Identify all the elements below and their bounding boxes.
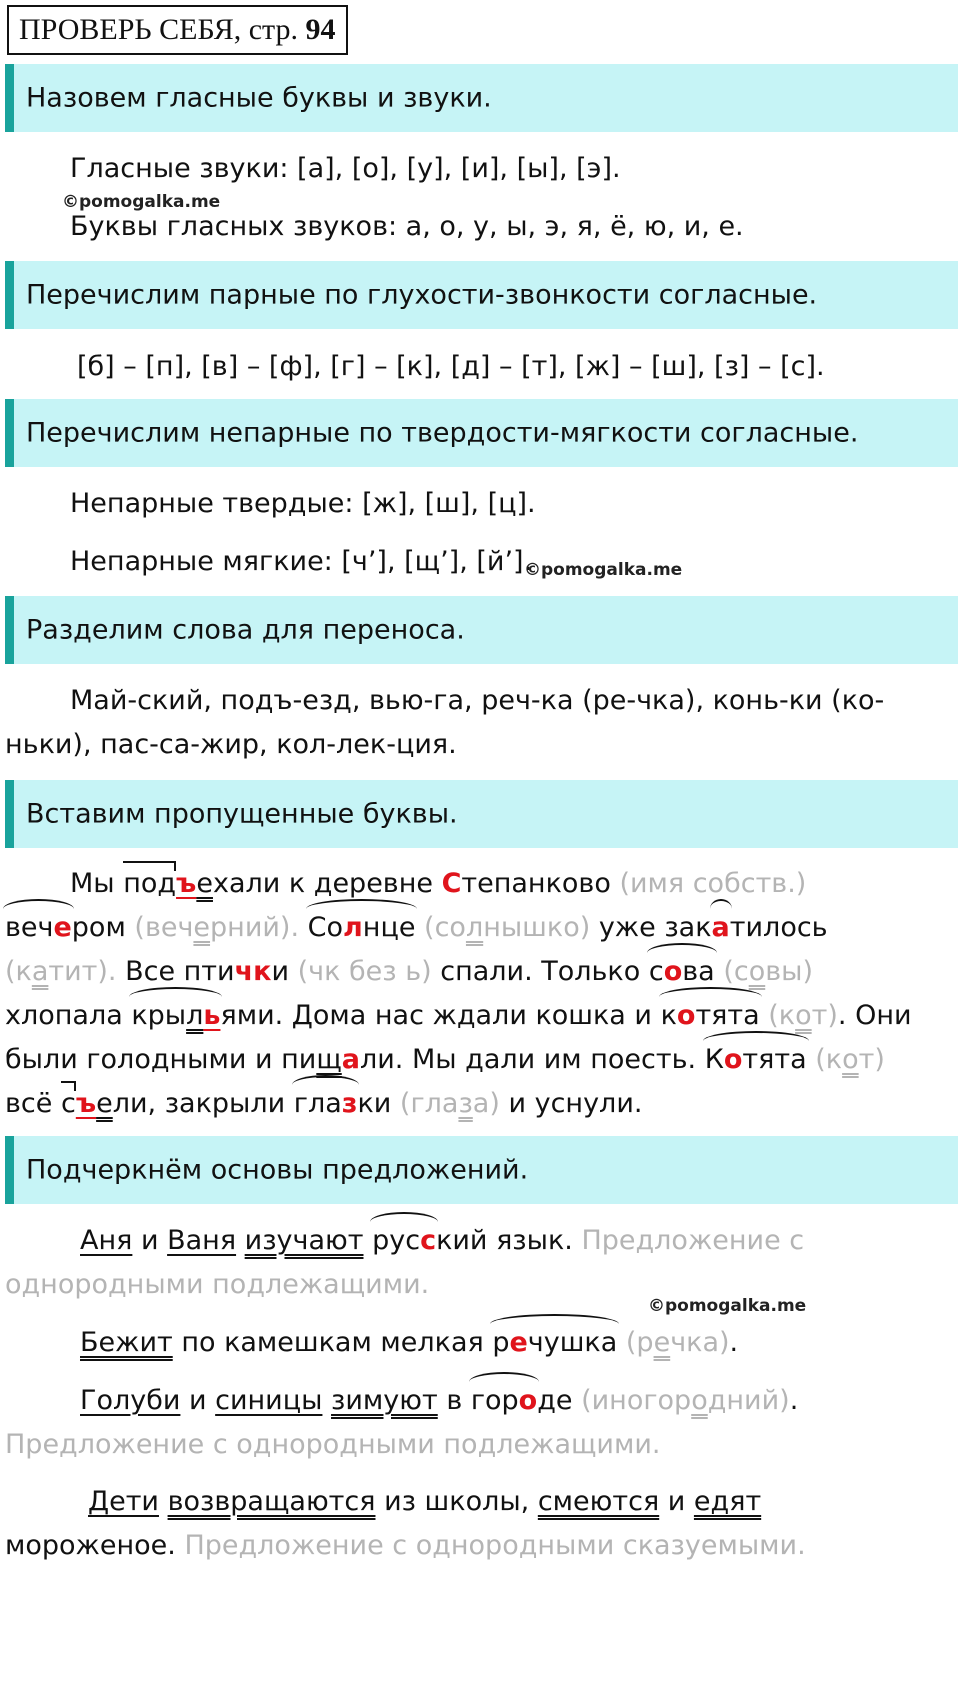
sentence-4-end: мороженое. Предложение с однородными сказуемыми. <box>5 1530 806 1561</box>
prefix-mark <box>123 867 176 901</box>
word: ли. Мы дали им поесть. <box>359 1044 705 1075</box>
word: и уснули. <box>499 1088 643 1119</box>
subject: Ваня <box>167 1225 237 1256</box>
text-line-1 <box>70 867 806 901</box>
word-part: ром <box>71 912 126 943</box>
explanation-note: (иногородний) <box>572 1385 790 1416</box>
prefix: под <box>123 868 177 899</box>
explanation-note: (совы) <box>714 956 813 987</box>
word-part: и <box>271 956 290 987</box>
word: Мы <box>70 868 124 899</box>
heading-text: ПРОВЕРЬ СЕБЯ, стр. <box>19 13 298 46</box>
double-underlined-letter: щ <box>316 1044 342 1075</box>
root-arc: котята <box>660 1000 760 1031</box>
explanation-note: (вечерний). <box>125 912 308 943</box>
root-arc: сова <box>648 956 715 987</box>
sentence-1-note: однородными подлежащими. <box>5 1269 430 1300</box>
sentence-4: Дети возвращаются из школы, смеются и едят <box>88 1486 762 1517</box>
root-arc: а <box>711 912 730 943</box>
word-part: ки <box>357 1088 392 1119</box>
inserted-letter: а <box>341 1044 360 1075</box>
heading-page-number: 94 <box>305 13 336 46</box>
prefix-mark: с <box>60 1088 76 1119</box>
hyphenation-line-2: ньки), пас-са-жир, кол-лек-ция. <box>5 729 457 760</box>
explanation-note: Предложение с однородными сказуемыми. <box>175 1530 806 1561</box>
inserted-letter: ъ <box>75 1088 97 1119</box>
explanation-note: (кот) <box>806 1044 885 1075</box>
inserted-letter: ъ <box>176 868 197 899</box>
root-arc <box>5 911 72 945</box>
inserted-letter: С <box>441 868 462 899</box>
word: спали. Только <box>440 956 649 987</box>
vowel-letters-line: Буквы гласных звуков: а, о, у, ы, э, я, ё, ю, и, е. <box>70 211 744 242</box>
paired-consonants-line: [б] – [п], [в] – [ф], [г] – [к], [д] – [т], [ж] – [ш], [з] – [с]. <box>77 351 825 382</box>
root-arc: речушка <box>492 1327 618 1358</box>
root-arc: глаз <box>293 1088 358 1119</box>
predicate: возвращаются <box>167 1486 376 1517</box>
word: хали к деревне <box>212 868 442 899</box>
explanation-note: (кот) <box>759 1000 838 1031</box>
predicate: изучают <box>244 1225 364 1256</box>
watermark: ©pomogalka.me <box>648 1296 807 1316</box>
word: . Они <box>837 1000 912 1031</box>
section-band-vowels <box>5 64 958 132</box>
inserted-letter: е <box>53 912 72 943</box>
word: всё <box>5 1088 61 1119</box>
predicate: зимуют <box>331 1385 438 1416</box>
section-title: Перечислим непарные по твердости-мягкости согласные. <box>26 417 859 449</box>
word: Все пти <box>125 956 235 987</box>
unpaired-hard-line: Непарные твердые: [ж], [ш], [ц]. <box>70 488 536 519</box>
inserted-letters: чк <box>234 956 272 987</box>
sentence-3: Голуби и синицы зимуют в городе (иногородний). <box>80 1385 799 1416</box>
subject <box>492 1327 617 1358</box>
section-title: Вставим пропущенные буквы. <box>26 798 458 830</box>
section-band-missing-letters <box>5 780 958 848</box>
explanation-note: (чк без ь) <box>289 956 441 987</box>
word-part: веч <box>5 912 54 943</box>
text-line-2 <box>5 911 828 945</box>
word: хлопала <box>5 1000 132 1031</box>
word-part: ями <box>220 1000 275 1031</box>
subject: Дети <box>88 1486 159 1517</box>
section-title: Назовем гласные буквы и звуки. <box>26 82 492 114</box>
text-line-3 <box>5 955 813 989</box>
subject: Аня <box>80 1225 133 1256</box>
predicate: смеются <box>537 1486 660 1517</box>
explanation-note: Предложение с <box>572 1225 805 1256</box>
section-title: Подчеркнём основы предложений. <box>26 1154 529 1186</box>
double-underlined-letter: е <box>196 868 213 899</box>
watermark: ©pomogalka.me <box>524 560 683 580</box>
sentence-2: Бежит по камешкам мелкая речушка (речка). <box>80 1327 739 1358</box>
explanation-note: (солнышко) <box>415 912 599 943</box>
root-arc: Котята <box>704 1044 807 1075</box>
section-band-sentence-bases <box>5 1136 958 1204</box>
page-heading <box>7 5 348 55</box>
section-title: Перечислим парные по глухости-звонкости согласные. <box>26 279 818 311</box>
word: . Дома нас ждали кошка и <box>274 1000 661 1031</box>
explanation-note: (имя собств.) <box>619 868 807 899</box>
root-arc: крыль <box>131 1000 221 1031</box>
section-band-unpaired <box>5 399 958 467</box>
text-line-5 <box>5 1043 885 1077</box>
word: были голодными и пи <box>5 1044 317 1075</box>
word: тепанково <box>461 868 620 899</box>
vowel-sounds-line: Гласные звуки: [а], [о], [у], [и], [ы], [э]. <box>70 153 621 184</box>
explanation-note: (глаза) <box>391 1088 500 1119</box>
hyphenation-line-1: Май-ский, подъ-езд, вью-га, реч-ка (ре-чка), конь-ки (ко- <box>70 685 885 716</box>
root-arc: горо <box>470 1385 538 1416</box>
explanation-note: (речка) <box>617 1327 730 1358</box>
word-part: тилось <box>729 912 828 943</box>
sentence-1: Аня и Ваня изучают русский язык. Предложение с <box>80 1225 805 1256</box>
section-band-hyphenation <box>5 596 958 664</box>
root-arc: русс <box>372 1225 437 1256</box>
text-line-6 <box>5 1087 642 1121</box>
word: ли, закрыли <box>112 1088 294 1119</box>
text-line-4 <box>5 999 912 1033</box>
section-band-paired <box>5 261 958 329</box>
subject: Голуби <box>80 1385 181 1416</box>
unpaired-soft-line: Непарные мягкие: [ч’], [щ’], [й’]. <box>70 546 533 577</box>
double-underlined-letter: е <box>96 1088 113 1119</box>
root-arc: Солнце <box>307 912 416 943</box>
sentence-3-note: Предложение с однородными подлежащими. <box>5 1429 661 1460</box>
section-title: Разделим слова для переноса. <box>26 614 465 646</box>
explanation-note: (катит). <box>5 956 126 987</box>
predicate: едят <box>693 1486 762 1517</box>
watermark: ©pomogalka.me <box>62 192 221 212</box>
predicate: Бежит <box>80 1327 173 1358</box>
subject: синицы <box>215 1385 323 1416</box>
word: уже зак <box>598 912 712 943</box>
